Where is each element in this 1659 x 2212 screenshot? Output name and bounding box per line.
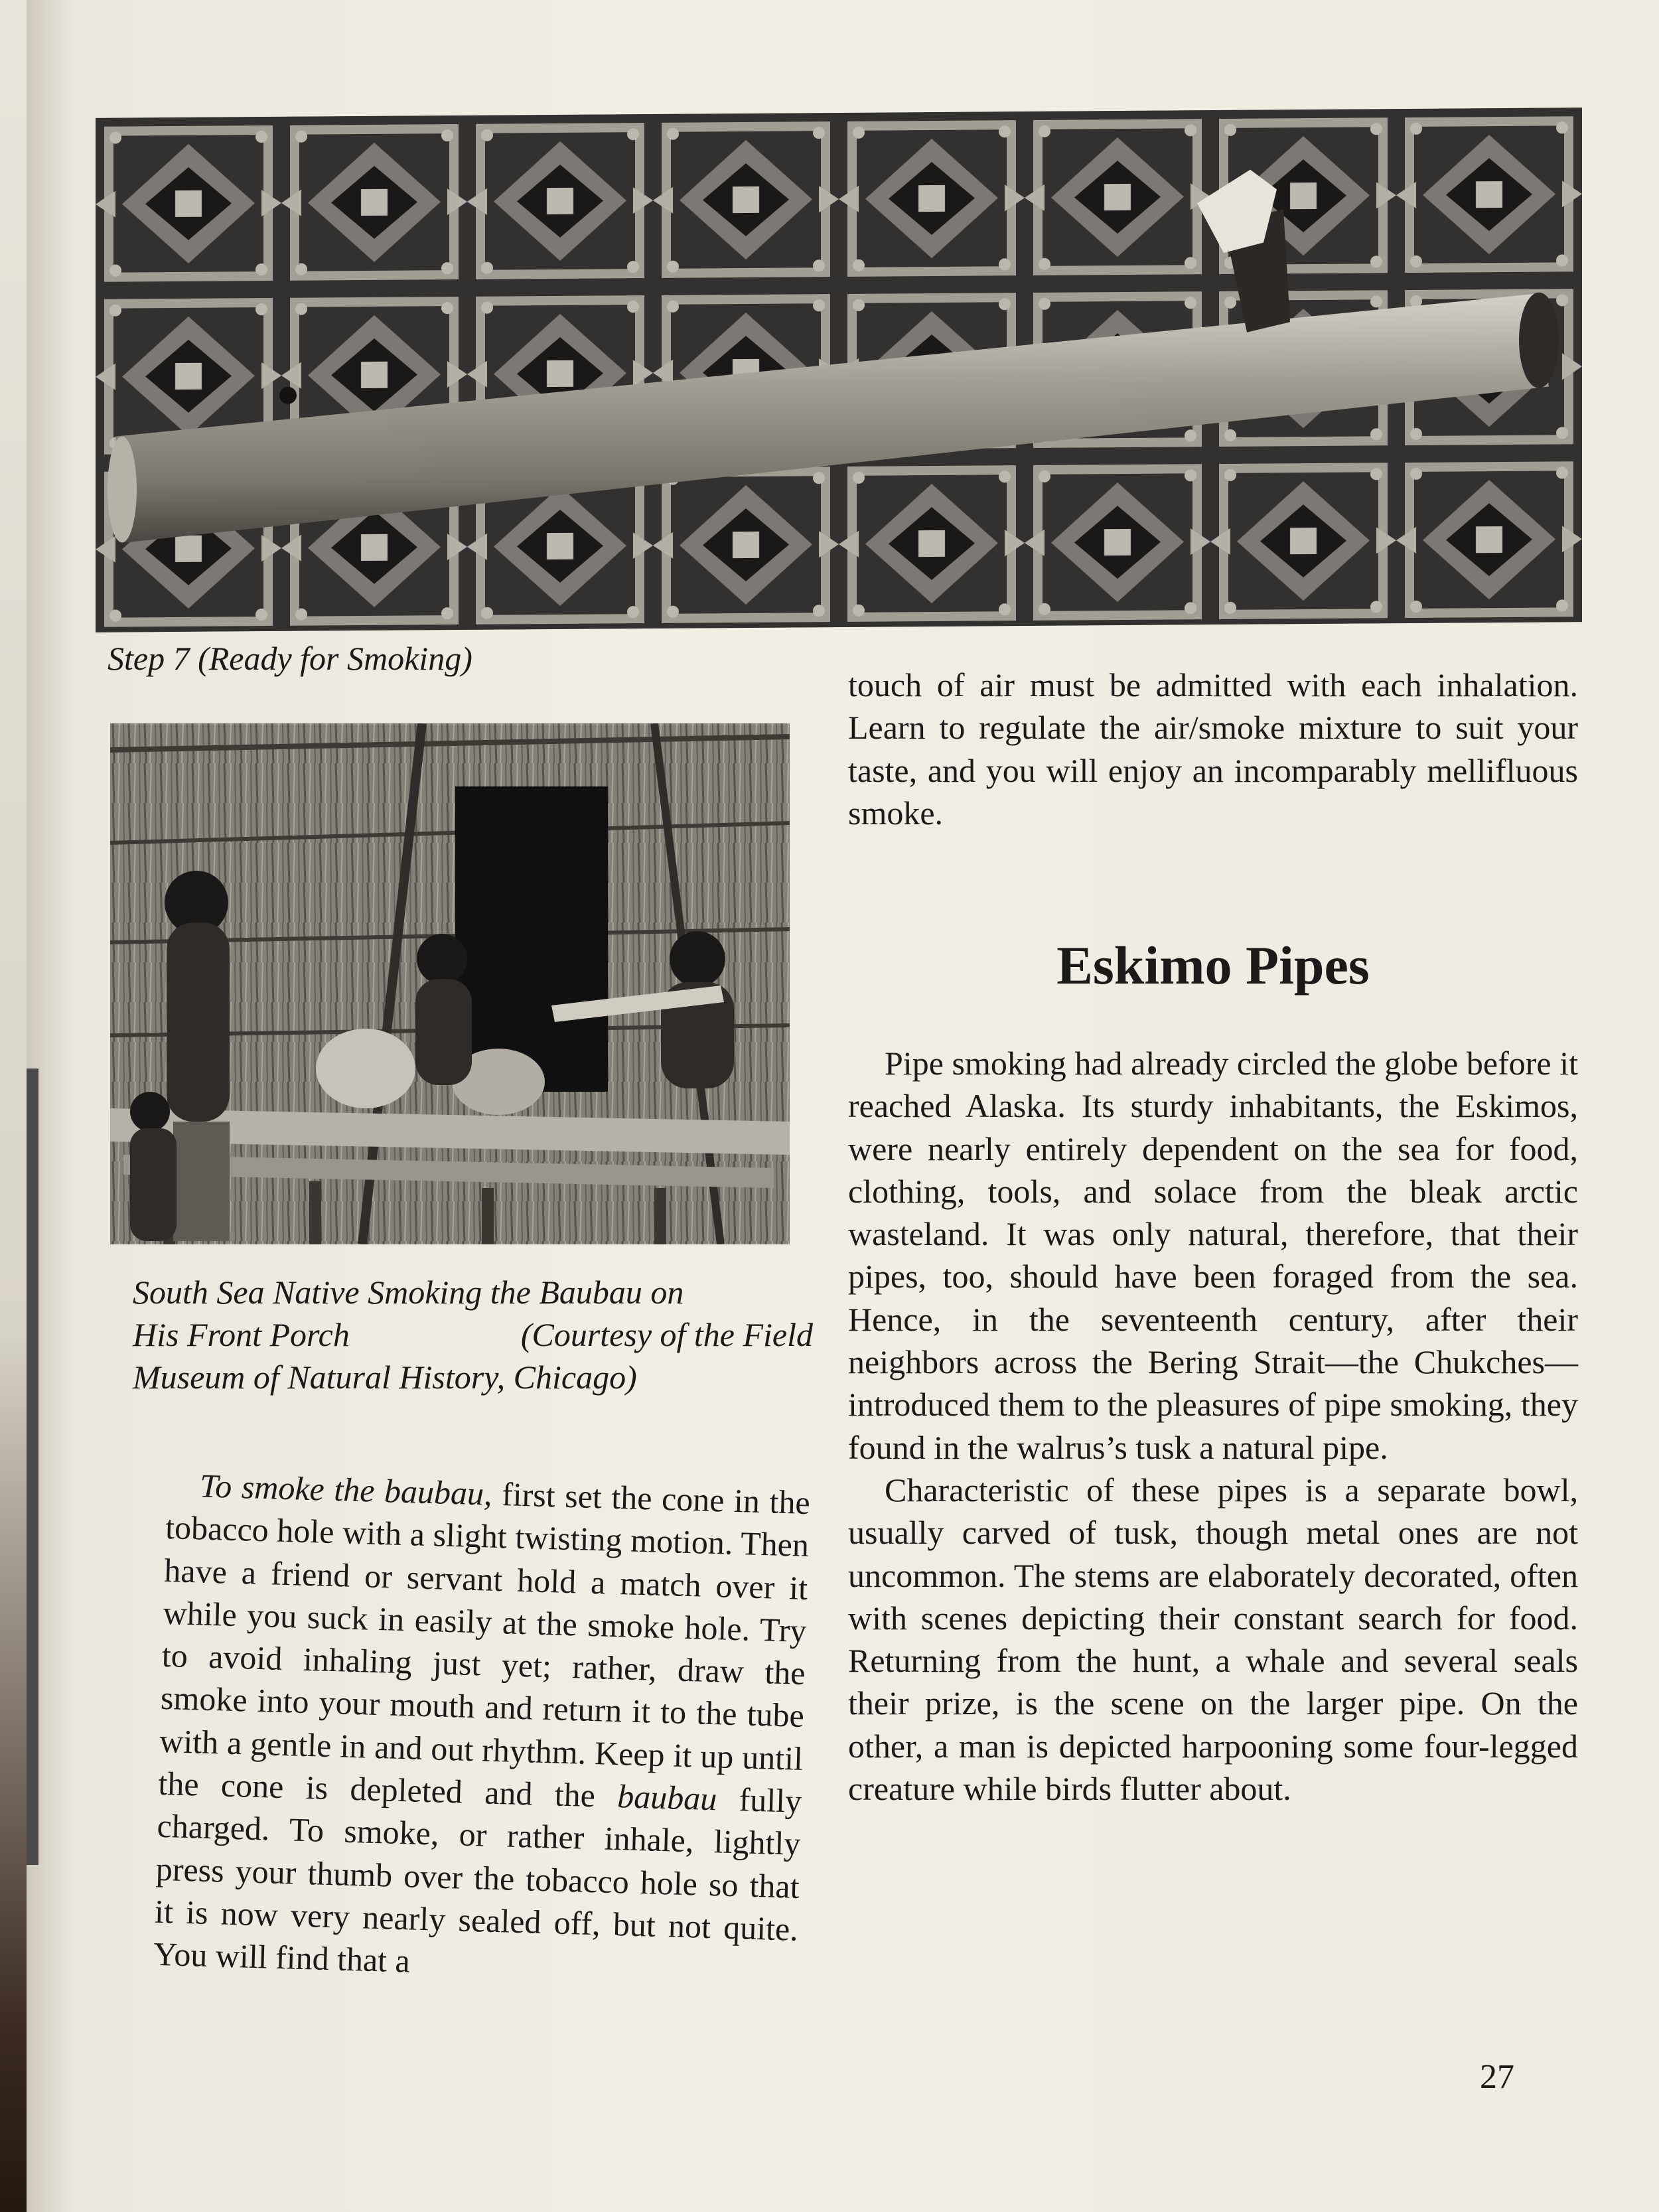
continuation-text: touch of air must be admitted with each inhalation. Learn to regulate the air/smoke mixture to suit your taste, and you will enjoy an incomparably mellifluous smoke.: [848, 666, 1578, 832]
baubau-text-part1: first set the cone in the tobacco hole with a slight twisting motion. Then have a friend or servant hold a match over it while you suck in easily at the smoke hole. Try to avoid inhaling just yet; rather, draw the smoke into your mouth and return it to the tube with a gentle in and out rhythm. Keep it up until the cone is depleted and the: [157, 1475, 811, 1815]
caption-line-2b: (Courtesy of the Field: [520, 1316, 813, 1353]
eskimo-paragraph-1: Pipe smoking had already circled the globe before it reached Alaska. Its sturdy inhabitants, the Eskimos, were nearly entirely dependent on the sea for food, clothing, tools, and solace from the bleak arctic wasteland. It was only natural, therefore, that their pipes, too, should have been foraged from the sea. Hence, in the seventeenth century, after their neighbors across the Bering Strait—the Chukches—introduced them to the pleasures of pipe smoking, they found in the walrus’s tusk a natural pipe.: [848, 1045, 1578, 1466]
eskimo-pipes-body: [848, 1042, 1578, 1810]
baubau-text-part2: fully charged. To smoke, or rather inhale, lightly press your thumb over the tobacco hole so that it is now very nearly sealed off, but not quite. You will find that a: [153, 1780, 802, 1980]
continued-paragraph: [848, 664, 1578, 834]
baubau-pipe-photo: [96, 108, 1582, 632]
baubau-emphasis: baubau: [616, 1777, 718, 1818]
caption-line-3: Museum of Natural History, Chicago): [133, 1359, 637, 1396]
eskimo-pipes-heading: Eskimo Pipes: [1056, 935, 1370, 995]
native-photo-caption: [133, 1271, 813, 1398]
baubau-instructions: [153, 1463, 810, 1993]
eskimo-paragraph-2: Characteristic of these pipes is a separate bowl, usually carved of tusk, though metal ones are not uncommon. The stems are elaborately decorated, often with scenes depicting their constant search for food. Returning from the hunt, a whale and several seals their prize, is the scene on the larger pipe. On the other, a man is depicted harpooning some four-legged creature while birds flutter about.: [848, 1471, 1578, 1808]
adjacent-page-edge: [27, 1069, 38, 1865]
caption-line-1: South Sea Native Smoking the Baubau on: [133, 1274, 684, 1311]
caption-line-2a: His Front Porch: [133, 1316, 350, 1353]
native-hut-illustration: [110, 723, 790, 1244]
book-spine-shadow: [0, 0, 27, 2212]
baubau-pipe-illustration: [96, 108, 1582, 632]
page-number: 27: [1480, 2058, 1514, 2096]
baubau-paragraph: [153, 1463, 810, 1993]
step7-caption: Step 7 (Ready for Smoking): [108, 640, 472, 677]
baubau-intro: To smoke the baubau,: [199, 1467, 493, 1512]
caption-line-2: [133, 1313, 813, 1356]
south-sea-native-photo: [110, 723, 790, 1244]
book-page: [27, 0, 1659, 2212]
